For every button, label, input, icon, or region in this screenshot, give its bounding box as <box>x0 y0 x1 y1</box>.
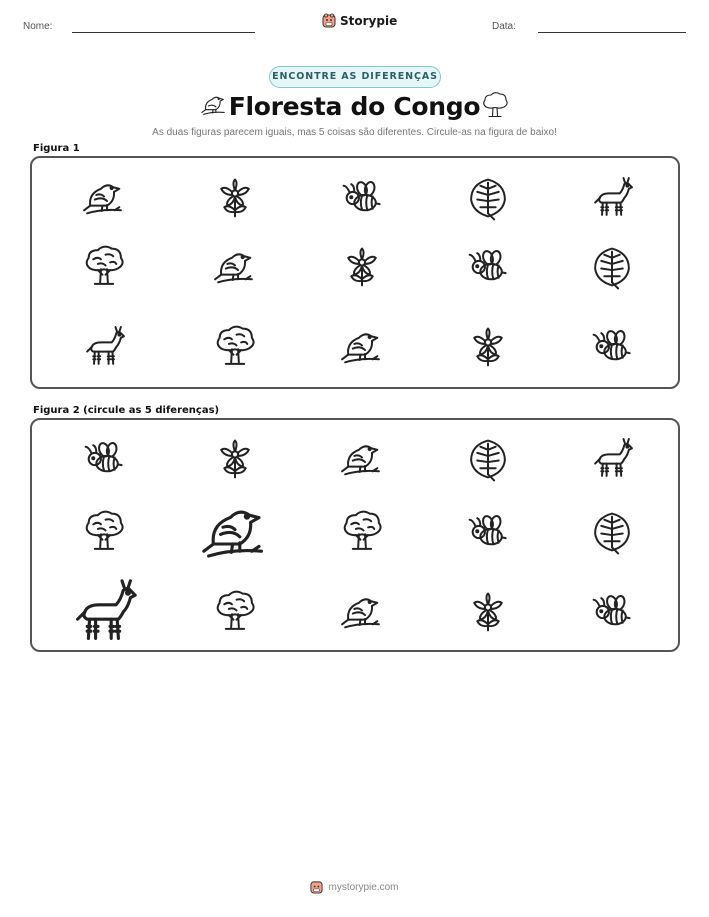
figure-2-bee-icon[interactable] <box>86 442 122 472</box>
figure-1-okapi-icon <box>87 327 124 364</box>
figure-1-leaf-icon <box>471 180 505 220</box>
storypie-mascot-icon <box>322 13 336 28</box>
figure-2-flower-icon[interactable] <box>474 594 502 631</box>
footer <box>0 880 709 894</box>
figure-1-leaf-icon <box>595 249 629 289</box>
figure-2-drawing[interactable] <box>32 420 682 654</box>
tree-icon <box>480 90 510 120</box>
figure-2-bird-icon[interactable] <box>342 446 379 474</box>
figure-2-tree-icon[interactable] <box>345 512 381 549</box>
figure-1-bee-icon <box>470 250 506 280</box>
figure-2-flower-icon[interactable] <box>221 441 249 478</box>
figure-1-drawing <box>32 158 682 391</box>
activity-badge: ENCONTRE AS DIFERENÇAS <box>269 66 441 88</box>
figure-1-panel <box>30 156 680 389</box>
figure-1-flower-icon <box>221 180 249 217</box>
figure-1-bee-icon <box>344 181 380 211</box>
figure-1-bird-icon <box>215 254 252 282</box>
figure-1-flower-icon <box>348 249 376 286</box>
figure-2-panel[interactable] <box>30 418 680 652</box>
figure-1-tree-icon <box>218 327 254 364</box>
name-line[interactable] <box>72 32 255 33</box>
figure-1-okapi-icon <box>595 178 632 215</box>
figure-2-okapi-icon[interactable] <box>78 581 136 639</box>
figure-2-leaf-icon[interactable] <box>471 441 505 481</box>
instructions: As duas figuras parecem iguais, mas 5 coisas são diferentes. Circule-as na figura de baixo! <box>152 127 557 138</box>
brand-name: Storypie <box>340 13 398 28</box>
figure-2-leaf-icon[interactable] <box>595 514 629 554</box>
figure-1-bird-icon <box>84 185 121 213</box>
figure-2-bee-icon[interactable] <box>470 515 506 545</box>
figure-2-okapi-icon[interactable] <box>595 439 632 476</box>
storypie-mascot-icon <box>310 880 323 894</box>
date-line[interactable] <box>538 32 686 33</box>
figure-1-tree-icon <box>87 247 123 284</box>
figure-2-tree-icon[interactable] <box>87 512 123 549</box>
figure-1-bee-icon <box>594 330 630 360</box>
brand-logo <box>322 13 397 28</box>
name-label: Nome: <box>23 21 53 32</box>
figure-2-bee-icon[interactable] <box>594 595 630 625</box>
footer-url: mystorypie.com <box>328 881 399 893</box>
figure-1-label: Figura 1 <box>33 143 80 154</box>
figure-2-label: Figura 2 (circule as 5 diferenças) <box>33 405 220 416</box>
figure-2-tree-icon[interactable] <box>218 592 254 629</box>
page-title: Floresta do Congo <box>228 92 481 121</box>
figure-2-bird-icon[interactable] <box>342 599 379 627</box>
date-label: Data: <box>492 21 516 32</box>
figure-1-flower-icon <box>474 329 502 366</box>
figure-2-bird-icon[interactable] <box>204 512 262 556</box>
figure-1-bird-icon <box>342 334 379 362</box>
